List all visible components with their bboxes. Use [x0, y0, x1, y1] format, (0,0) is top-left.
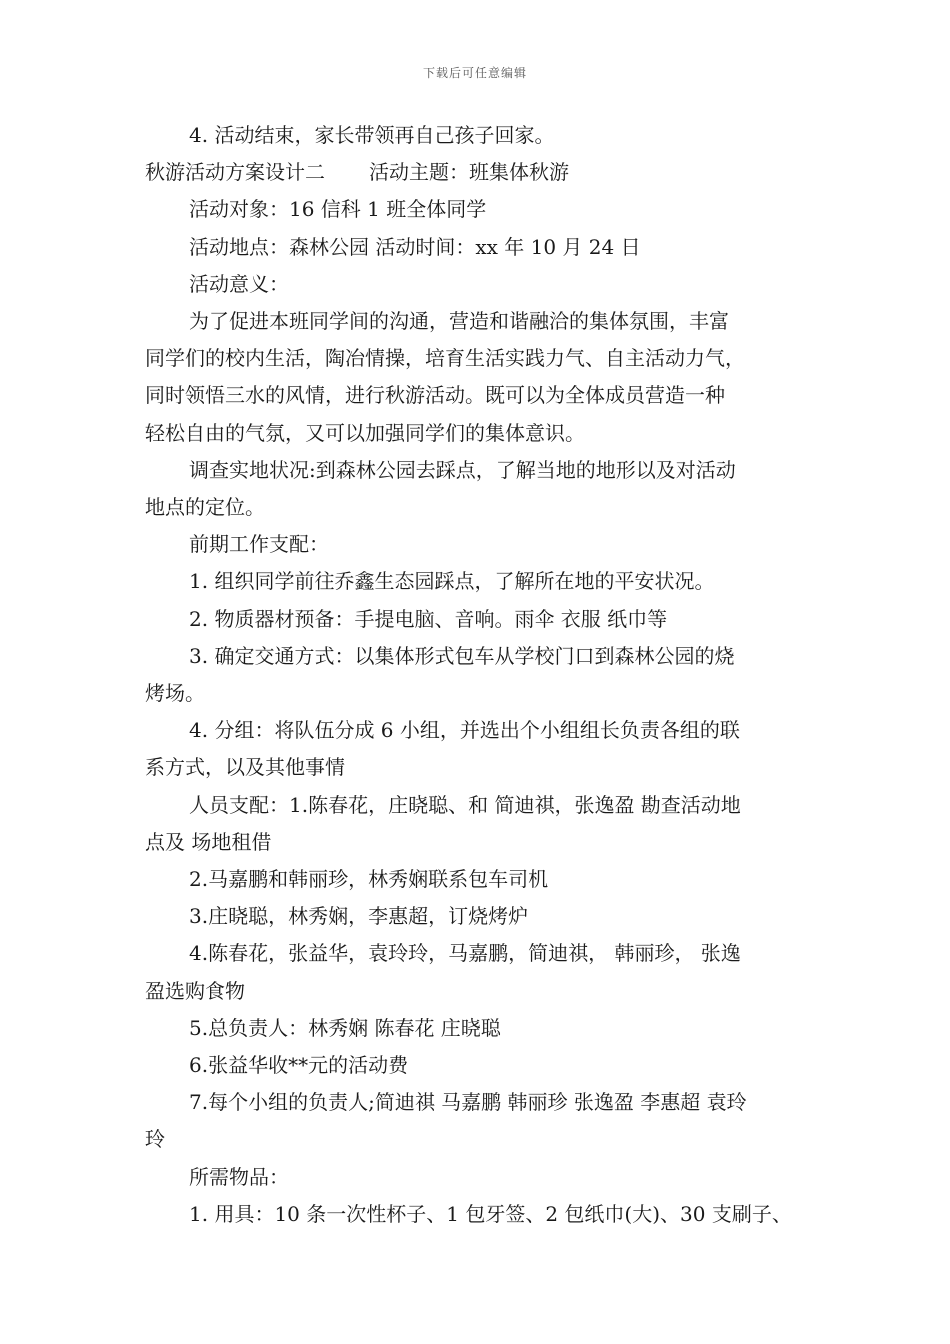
- list-item-line: 2. 物质器材预备：手提电脑、音响。雨伞 衣服 纸巾等: [189, 606, 668, 631]
- list-item-line: 6.张益华收**元的活动费: [189, 1053, 409, 1078]
- list-item-line: 3. 确定交通方式：以集体形式包车从学校门口到森林公园的烧: [189, 643, 735, 668]
- paragraph-line: 所需物品：: [189, 1164, 289, 1189]
- section-title: 秋游活动方案设计二: [145, 160, 325, 185]
- paragraph-line: 4. 活动结束，家长带领再自己孩子回家。: [189, 123, 555, 147]
- list-item-line: 5.总负责人：林秀娴 陈春花 庄晓聪: [189, 1015, 501, 1040]
- paragraph-line: 活动对象：16 信科 1 班全体同学: [189, 197, 487, 222]
- list-item-line: 7.每个小组的负责人;简迪祺 马嘉鹏 韩丽珍 张逸盈 李惠超 袁玲: [189, 1090, 747, 1115]
- paragraph-line: 同时领悟三水的风情，进行秋游活动。既可以为全体成员营造一种: [145, 383, 725, 408]
- list-item-line: 盈选购食物: [145, 978, 245, 1003]
- list-item-line: 系方式，以及其他事情: [145, 755, 345, 780]
- paragraph-line: 轻松自由的气氛，又可以加强同学们的集体意识。: [145, 420, 585, 445]
- document-body: [145, 117, 815, 1233]
- paragraph-line: 同学们的校内生活，陶冶情操，培育生活实践力气、自主活动力气，: [145, 346, 745, 371]
- paragraph-line: 地点的定位。: [145, 495, 265, 520]
- page-header: 下载后可任意编辑: [422, 66, 527, 80]
- paragraph-line: 前期工作支配：: [189, 532, 329, 557]
- list-item-line: 玲: [145, 1127, 165, 1152]
- list-item-line: 4. 分组：将队伍分成 6 小组，并选出个小组组长负责各组的联: [189, 718, 740, 743]
- section-title-line: [145, 154, 815, 191]
- paragraph-line: 调查实地状况:到森林公园去踩点，了解当地的地形以及对活动: [189, 457, 736, 482]
- paragraph-line: 为了促进本班同学间的沟通，营造和谐融洽的集体氛围，丰富: [189, 309, 729, 334]
- list-item-line: 1. 组织同学前往乔鑫生态园踩点，了解所在地的平安状况。: [189, 569, 715, 594]
- list-item-line: 人员支配：1.陈春花，庄晓聪、和 简迪祺，张逸盈 勘查活动地: [189, 792, 741, 817]
- paragraph-line: 活动地点：森林公园 活动时间：xx 年 10 月 24 日: [189, 234, 641, 259]
- list-item-line: 点及 场地租借: [145, 829, 272, 854]
- list-item-line: 烤场。: [145, 681, 205, 706]
- list-item-line: 2.马嘉鹏和韩丽珍，林秀娴联系包车司机: [189, 867, 549, 892]
- paragraph-line: 活动意义：: [189, 271, 289, 296]
- list-item-line: 3.庄晓聪，林秀娴，李惠超，订烧烤炉: [189, 904, 529, 929]
- activity-theme: 活动主题：班集体秋游: [369, 160, 569, 185]
- list-item-line: 1. 用具：10 条一次性杯子、1 包牙签、2 包纸巾(大)、30 支刷子、: [189, 1201, 792, 1226]
- list-item-line: 4.陈春花，张益华，袁玲玲，马嘉鹏，简迪祺， 韩丽珍， 张逸: [189, 941, 741, 966]
